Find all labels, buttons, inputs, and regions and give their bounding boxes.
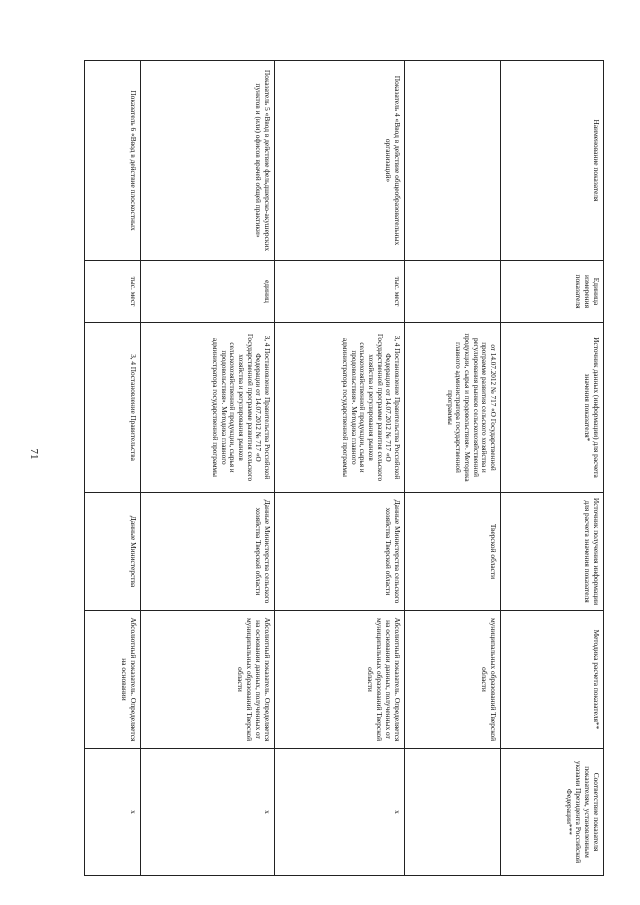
data-source-cell: от 14.07.2012 № 717 «О Государственной программе развития сельского хозяйства и регулирования рынков сельскохозяйственной продукции, сырья и продовольствия». Методика главного администратора государственной программы — [405, 323, 501, 493]
compliance-cell: x — [85, 749, 141, 876]
indicator-name-cell — [405, 61, 501, 261]
header-presidential-compliance: Соответствие показателя показателям, установленным указами Президента Российской Федерации*** — [501, 749, 604, 876]
table-row — [141, 61, 275, 876]
info-source-cell: Данные Министерства — [85, 493, 141, 611]
unit-cell: тыс. мест — [275, 261, 405, 323]
indicator-name-cell: Показатель 6 «Ввод в действие плоскостных — [85, 61, 141, 261]
header-info-source: Источник получения информации для расчета значения показателя — [501, 493, 604, 611]
method-cell: Абсолютный показатель. Определяется на основании — [85, 611, 141, 749]
indicators-table — [84, 60, 604, 876]
page-number: 71 — [28, 448, 40, 460]
compliance-cell — [405, 749, 501, 876]
info-source-cell: Тверской области — [405, 493, 501, 611]
method-cell: Абсолютный показатель. Определяется на основании данных, полученных от муниципальных образований Тверской области — [141, 611, 275, 749]
indicator-name-cell: Показатель 4 «Ввод в действие общеобразовательных организаций» — [275, 61, 405, 261]
compliance-cell: x — [275, 749, 405, 876]
header-unit: Единица измерения показателя — [501, 261, 604, 323]
data-source-cell: 3, 4 Постановление Правительства — [85, 323, 141, 493]
unit-cell: тыс. мест — [85, 261, 141, 323]
data-source-cell: 3, 4 Постановление Правительства Российской Федерации от 14.07.2012 № 717 «О Государственной программе развития сельского хозяйства и регулирования рынков сельскохозяйственной продукции, сырья и продовольствия». Методика главного администратора государственной программы — [141, 323, 275, 493]
compliance-cell: x — [141, 749, 275, 876]
unit-cell: единиц — [141, 261, 275, 323]
info-source-cell: Данные Министерства сельского хозяйства Тверской области — [141, 493, 275, 611]
rotated-table-container — [92, 60, 604, 875]
method-cell: муниципальных образований Тверской области — [405, 611, 501, 749]
method-cell: Абсолютный показатель. Определяется на основании данных, полученных от муниципальных образований Тверской области — [275, 611, 405, 749]
indicator-name-cell: Показатель 5 «Ввод в действие фельдшерско-акушерских пунктов и (или) офисов врачей общей практики» — [141, 61, 275, 261]
table-row — [405, 61, 501, 876]
data-source-cell: 3, 4 Постановление Правительства Российской Федерации от 14.07.2012 № 717 «О Государственной программе развития сельского хозяйства и регулирования рынков сельскохозяйственной продукции, сырья и продовольствия». Методика главного администратора государственной программы — [275, 323, 405, 493]
unit-cell — [405, 261, 501, 323]
table-row — [85, 61, 141, 876]
table-header-row — [501, 61, 604, 876]
table-row — [275, 61, 405, 876]
header-calculation-method: Методика расчета показателя** — [501, 611, 604, 749]
header-data-source: Источник данных (информации) для расчета значения показателя* — [501, 323, 604, 493]
header-indicator-name: Наименование показателя — [501, 61, 604, 261]
info-source-cell: Данные Министерства сельского хозяйства Тверской области — [275, 493, 405, 611]
